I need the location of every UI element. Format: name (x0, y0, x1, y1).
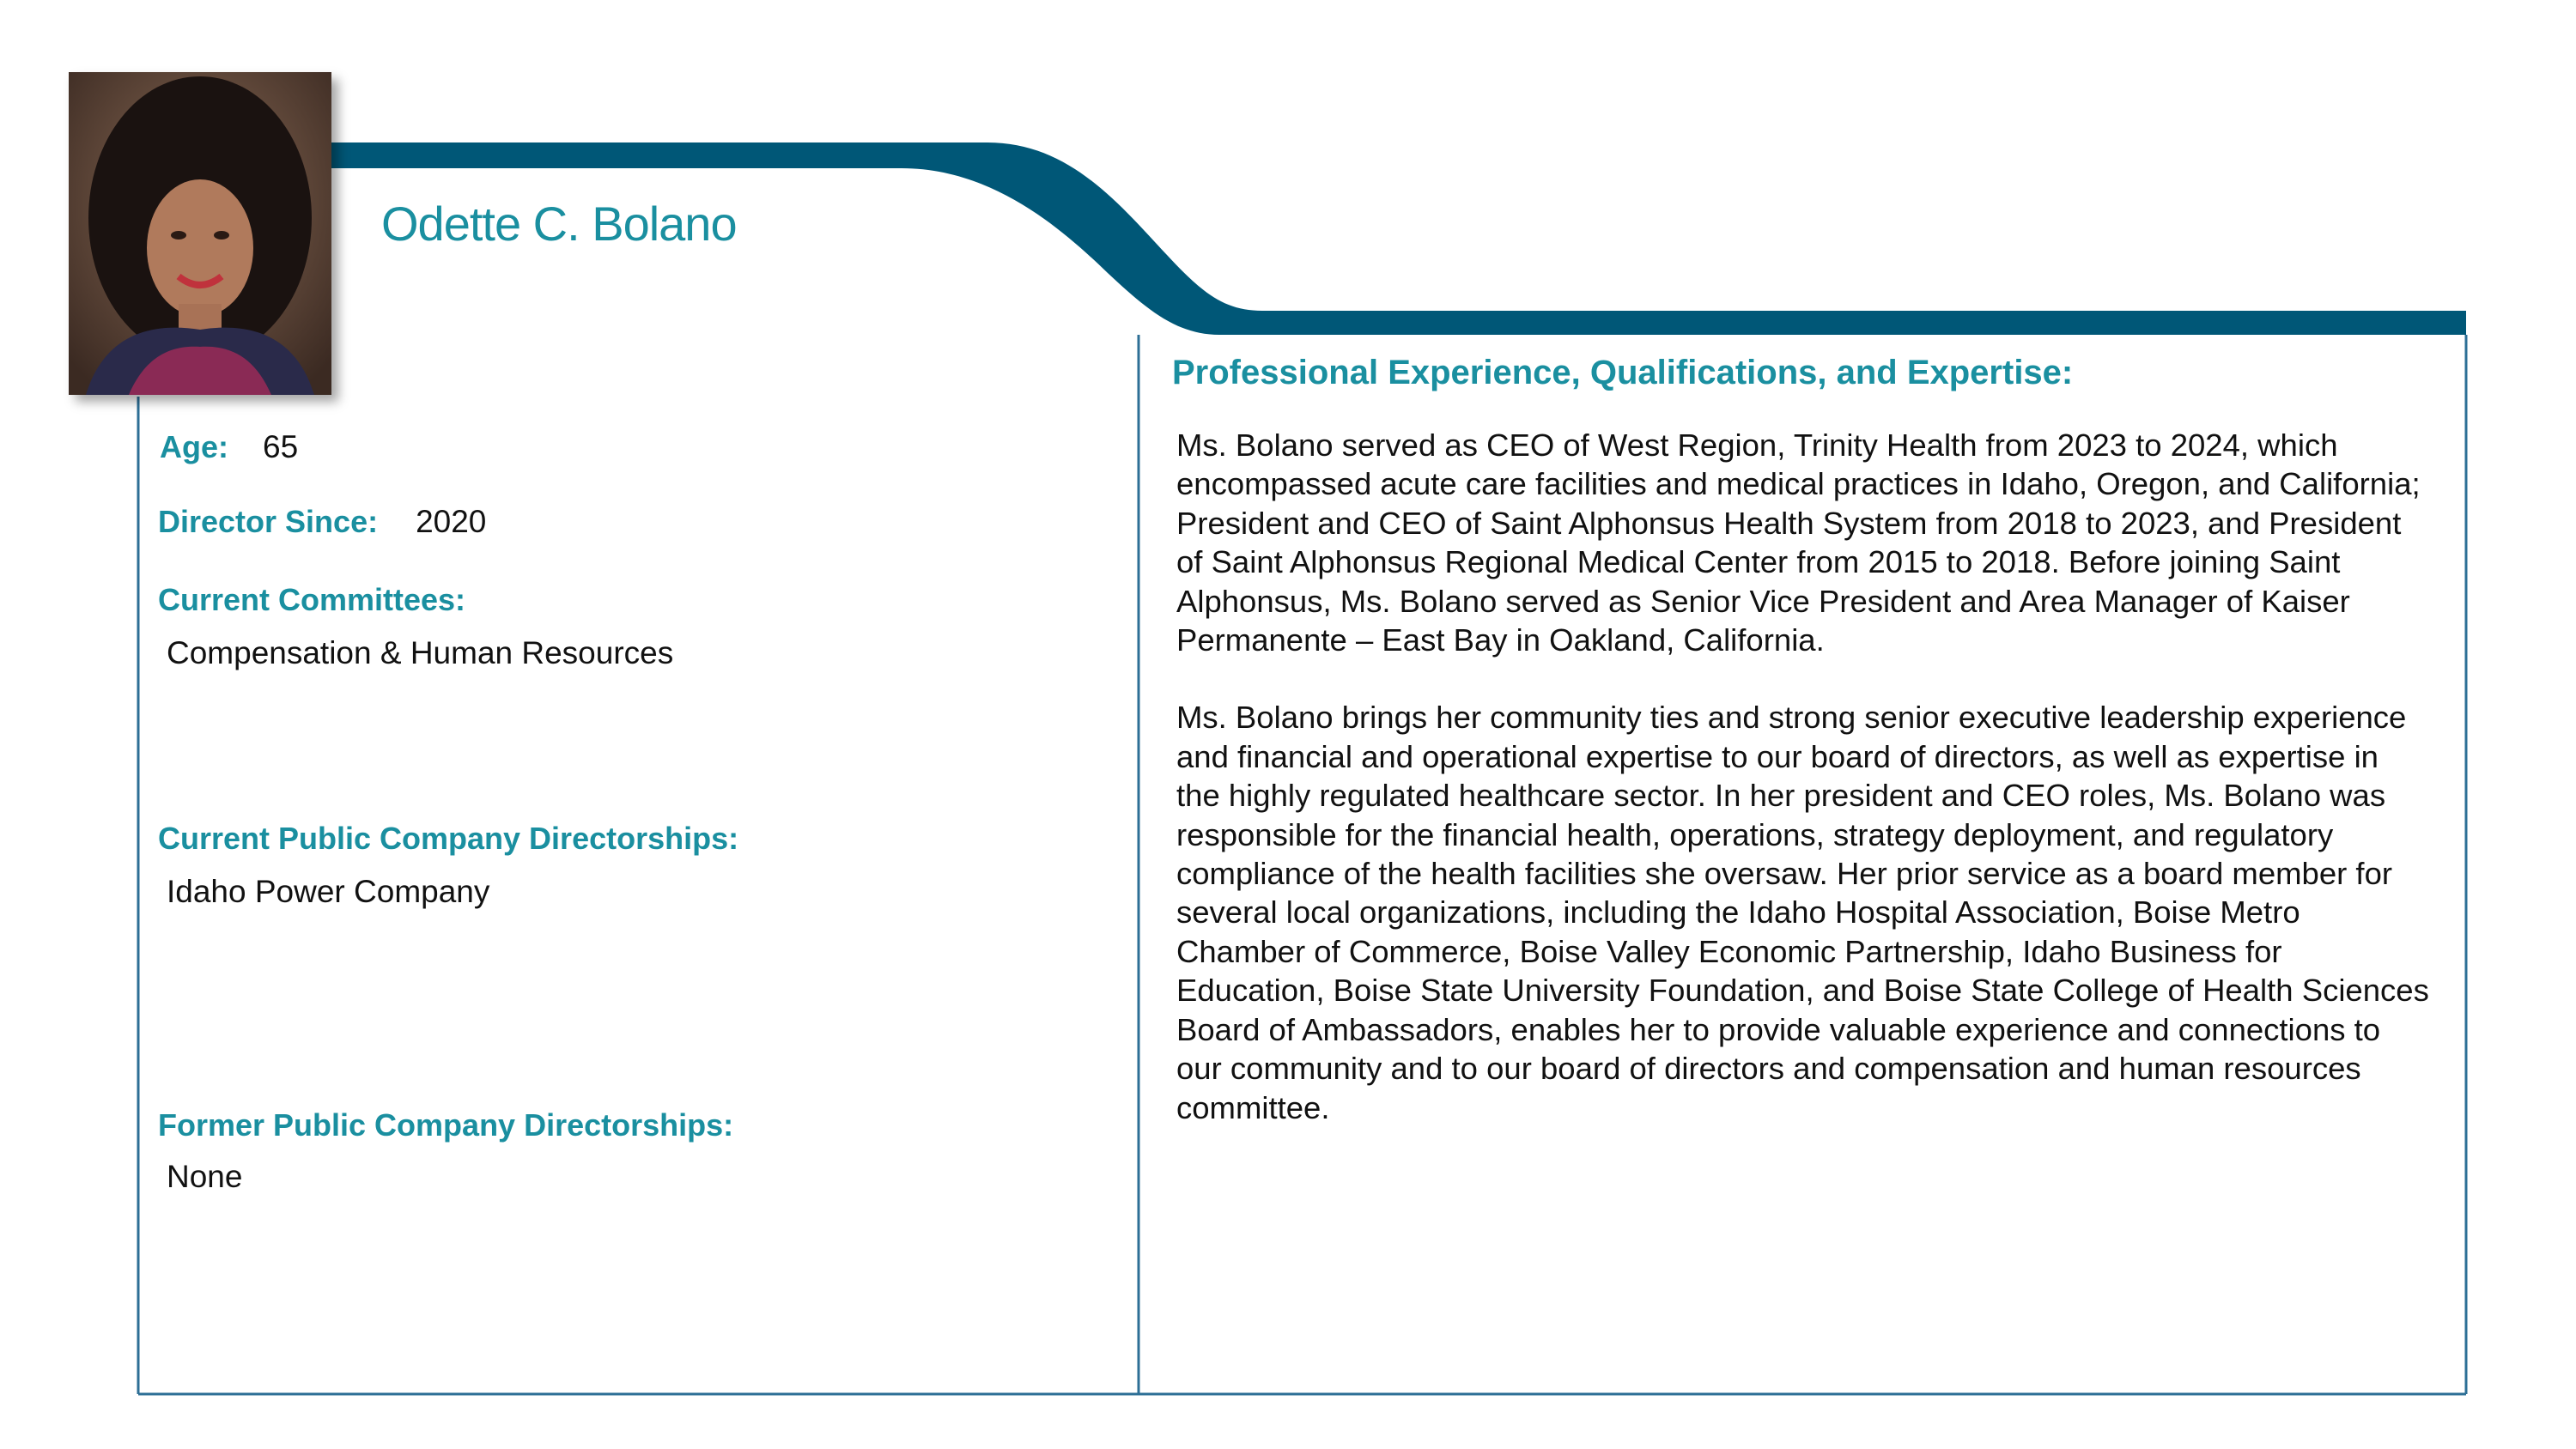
age-label: Age: (160, 429, 228, 464)
former-directorships-label: Former Public Company Directorships: (158, 1107, 734, 1143)
experience-paragraph: Ms. Bolano brings her community ties and strong senior executive leadership experience and financial and operational expertise to our board of directors, as well as expertise in the highly regulated healthcare sector. In her president and CEO roles, Ms. Bolano was responsible for the financial health, operations, strategy deployment, and regulatory compliance of the health facilities she oversaw. Her prior service as a board member for several local organizations, including the Idaho Hospital Association, Boise Metro Chamber of Commerce, Boise Valley Economic Partnership, Idaho Business for Education, Boise State University Foundation, and Boise State College of Health Sciences Board of Ambassadors, enables her to provide valuable experience and connections to our community and to our board of directors and compensation and human resources committee. (1176, 700, 2429, 1125)
experience-paragraph: Ms. Bolano served as CEO of West Region, Trinity Health from 2023 to 2024, which encompassed acute care facilities and medical practices in Idaho, Oregon, and California; President and CEO of Saint Alphonsus Health System from 2018 to 2023, and President of Saint Alphonsus Regional Medical Center from 2015 to 2018. Before joining Saint Alphonsus, Ms. Bolano served as Senior Vice President and Area Manager of Kaiser Permanente – East Bay in Oakland, California. (1176, 427, 2421, 658)
director-name: Odette C. Bolano (381, 197, 737, 251)
current-directorships-value: Idaho Power Company (167, 874, 490, 909)
experience-body (1176, 426, 2430, 1166)
current-committees-label: Current Committees: (158, 582, 466, 617)
age-value: 65 (263, 429, 299, 464)
current-committees-value: Compensation & Human Resources (167, 635, 674, 670)
director-since-label: Director Since: (158, 504, 379, 539)
experience-heading: Professional Experience, Qualifications, and Expertise: (1172, 354, 2074, 391)
director-photo (69, 72, 331, 395)
former-directorships-value: None (167, 1159, 243, 1194)
director-since-row (158, 504, 486, 540)
current-directorships-label: Current Public Company Directorships: (158, 821, 739, 856)
age-row (160, 429, 298, 465)
director-since-value: 2020 (416, 504, 487, 539)
portrait-image (69, 72, 331, 395)
